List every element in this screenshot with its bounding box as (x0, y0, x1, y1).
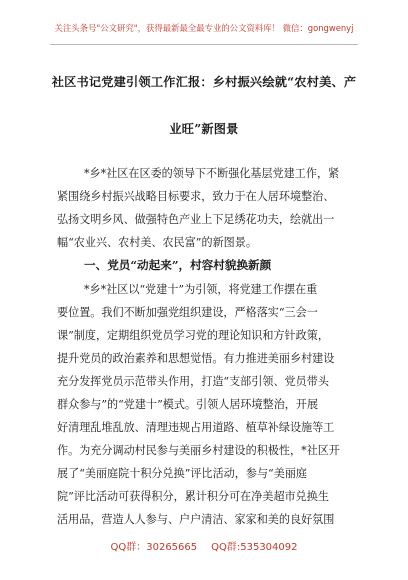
section-heading: 一、党员“动起来”，村容村貌换新颜 (84, 258, 272, 272)
paragraph-line: 群众参与”的“党建十”模式。引领人居环境整治，开展 (57, 398, 319, 411)
paragraph-line: 好清理乱堆乱放、清理违规占用道路、植草补绿设施等工 (57, 421, 335, 434)
document-title-line-1: 社区书记党建引领工作汇报：乡村振兴绘就“农村美、产 (51, 75, 357, 89)
footer-qq-group-2: QQ群:535304092 (211, 542, 298, 553)
paragraph-line: 展了“美丽庭院十积分兑换”评比活动，参与“美丽庭 (57, 467, 307, 480)
paragraph-line: 作。为充分调动村民参与美丽乡村建设的积极性，*社区开 (57, 444, 340, 457)
header-banner: 关注头条号"公文研究"，获得最新最全最专业的公文资料库！ 微信：gongwenyj (54, 23, 354, 33)
footer-qq-group-1: QQ群：30265665 (110, 542, 198, 553)
paragraph-line: 要位置。我们不断加强党组织建设，严格落实“三会一 (57, 306, 318, 319)
paragraph-line: *乡*社区在区委的领导下不断强化基层党建工作，紧 (84, 167, 340, 180)
footer (0, 538, 408, 553)
paragraph-line: 紧围绕乡村振兴战略目标要求，致力于在人居环境整治、 (57, 190, 335, 203)
paragraph-line: *乡*社区以“党建十”为引领，将党建工作摆在重 (84, 283, 318, 296)
header-divider (50, 44, 358, 45)
paragraph-line: 充分发挥党员示范带头作用，打造“支部引领、党员带头 (57, 375, 329, 388)
paragraph-line: 院”评比活动可获得积分，累计积分可在净美超市兑换生 (57, 490, 329, 503)
paragraph-line: 幅“农业兴、农村美、农民富”的新图景。 (57, 236, 257, 249)
paragraph-line: 提升党员的政治素养和思想觉悟。有力推进美丽乡村建设 (57, 352, 335, 365)
paragraph-line: 弘扬文明乡风、做强特色产业上下足绣花功夫，绘就出一 (57, 213, 335, 226)
paragraph-line: 课”制度，定期组织党员学习党的理论知识和方针政策， (57, 329, 329, 342)
paragraph-line: 活用品，营造人人参与、户户清洁、家家和美的良好氛围 (57, 513, 335, 526)
document-title-line-2: 业旺”新图景 (169, 122, 239, 136)
